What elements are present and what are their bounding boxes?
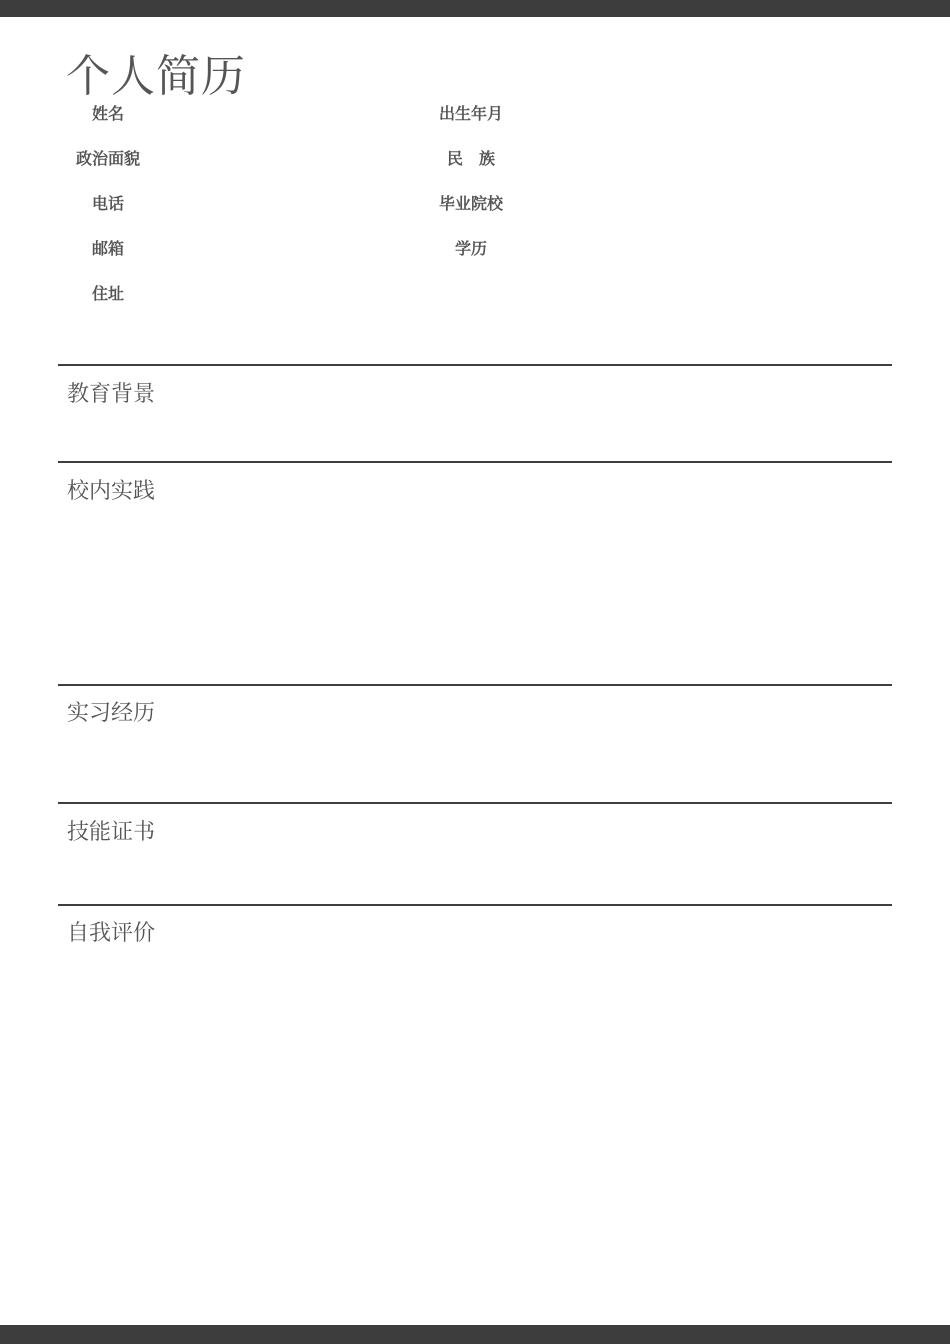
- address-label: 住址: [91, 284, 124, 303]
- phone-label: 电话: [91, 194, 124, 213]
- bottom-bar: [0, 1325, 950, 1344]
- campus-practice-section-heading: 校内实践: [67, 479, 156, 504]
- internship-section-heading: 实习经历: [67, 701, 156, 726]
- resume-title: 个人简历: [66, 51, 246, 102]
- ethnicity-label: 民 族: [446, 149, 495, 168]
- section-divider: [58, 904, 892, 906]
- section-divider: [58, 802, 892, 804]
- section-divider: [58, 364, 892, 366]
- education-section-heading: 教育背景: [67, 382, 156, 407]
- education-level-label: 学历: [454, 239, 487, 258]
- section-divider: [58, 461, 892, 463]
- email-label: 邮箱: [91, 239, 124, 258]
- self-evaluation-section-heading: 自我评价: [67, 921, 156, 946]
- section-divider: [58, 684, 892, 686]
- birth-date-label: 出生年月: [438, 104, 503, 123]
- skills-section-heading: 技能证书: [67, 820, 156, 845]
- top-bar: [0, 0, 950, 17]
- political-status-label: 政治面貌: [75, 149, 140, 168]
- name-label: 姓名: [91, 104, 124, 123]
- school-label: 毕业院校: [438, 194, 503, 213]
